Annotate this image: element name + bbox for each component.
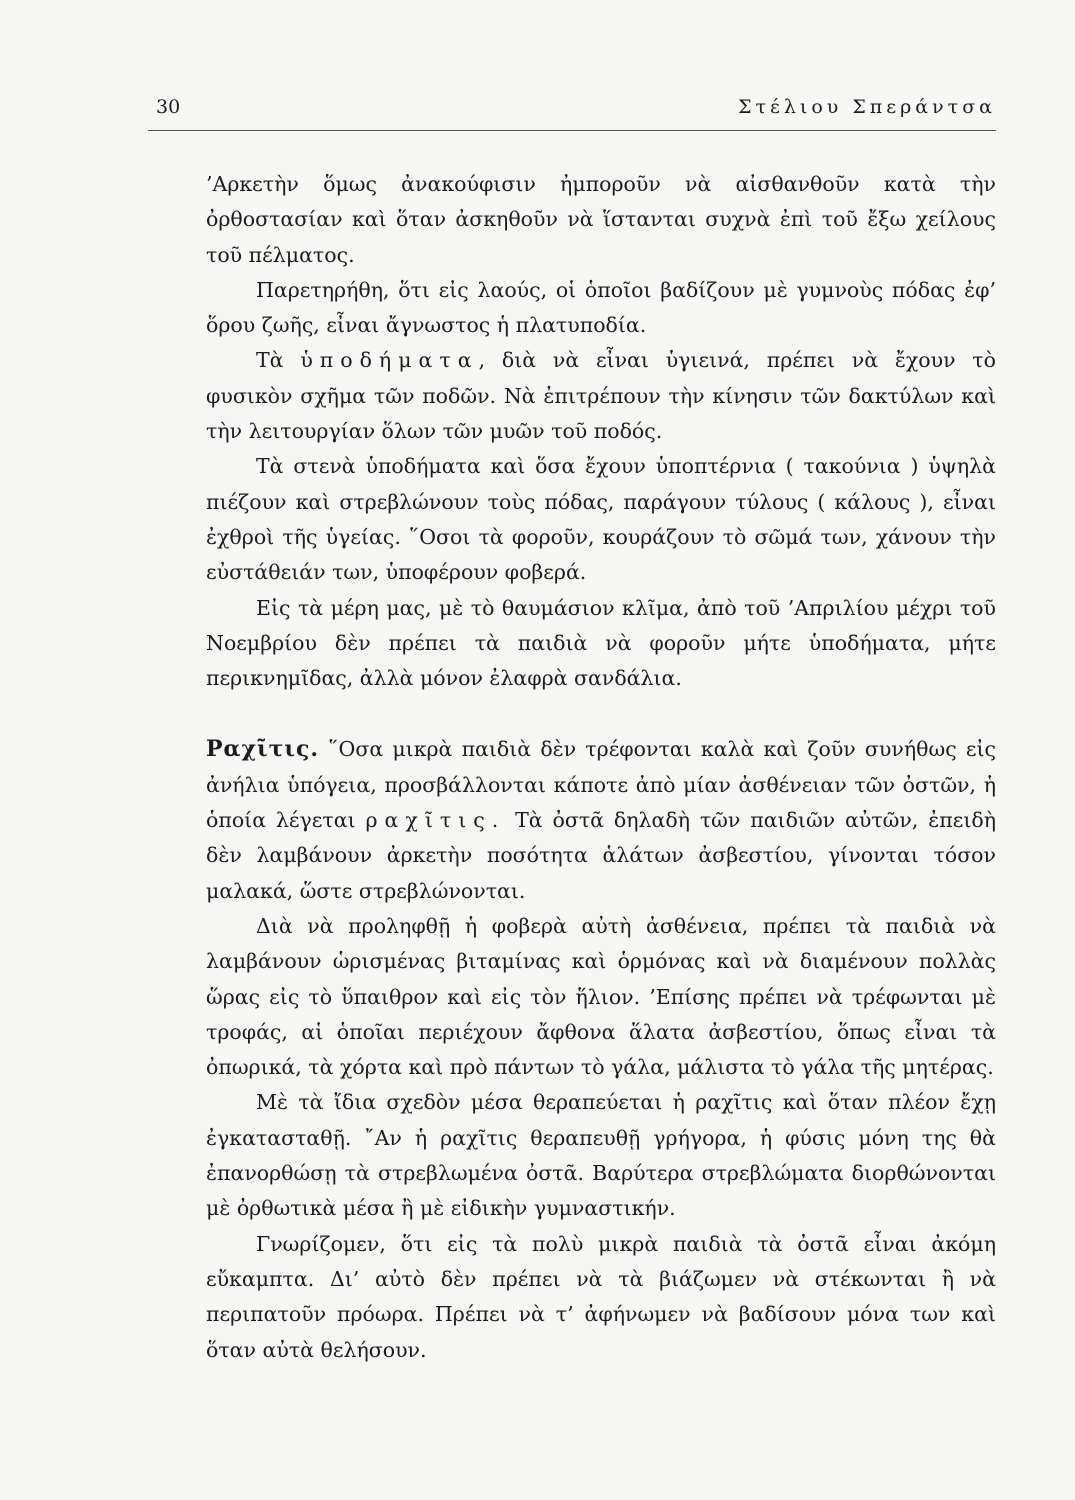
page-number: 30 — [156, 96, 181, 118]
section-gap — [206, 696, 996, 732]
shoes-term: ὑποδήματα — [300, 348, 479, 373]
paragraph-barefoot-peoples: Παρετηρήθη, ὅτι εἰς λαούς, οἱ ὁποῖοι βαδίζουν μὲ γυμνοὺς πόδας ἐφ’ ὅρου ζωῆς, εἶναι ἄγνωστος ἡ πλατυποδία. — [206, 277, 996, 338]
paragraph-shoes — [206, 343, 996, 449]
shoes-lead: Τὰ — [256, 348, 284, 373]
paragraph-soft-bones: Γνωρίζομεν, ὅτι εἰς τὰ πολὺ μικρὰ παιδιὰ τὰ ὀστᾶ εἶναι ἀκόμη εὔκαμπτα. Δι’ αὐτὸ δὲν πρέπει νὰ τὰ βιάζωμεν νὰ στέκωνται ἢ νὰ περιπατοῦν πρόωρα. Πρέπει νὰ τ’ ἀφήνωμεν νὰ βαδίσουν μόνα των καὶ ὅταν αὐτὰ θελήσουν. — [206, 1231, 996, 1362]
shoes-rest: , διὰ νὰ εἶναι ὑγιεινά, πρέπει νὰ ἔχουν τὸ φυσικὸν σχῆμα τῶν ποδῶν. Νὰ ἐπιτρέπουν τὴν κίνησιν τῶν δακτύλων καὶ τὴν λειτουργίαν ὅλων τῶν μυῶν τοῦ ποδός. — [206, 348, 996, 444]
paragraph-narrow-shoes: Τὰ στενὰ ὑποδήματα καὶ ὅσα ἔχουν ὑποπτέρνια ( τακούνια ) ὑψηλὰ πιέζουν καὶ στρεβλώνουν τοὺς πόδας, παράγουν τύλους ( κάλους ), εἶναι ἐχθροὶ τῆς ὑγείας. ῞Οσοι τὰ φοροῦν, κουράζουν τὸ σῶμά των, χάνουν τὴν εὐστάθειάν των, ὑποφέρουν φοβερά. — [206, 454, 996, 585]
page-header — [148, 96, 996, 131]
section-heading-rickets: Ραχῖτις. — [206, 736, 320, 763]
running-head: Στέλιου Σπεράντσα — [738, 96, 996, 118]
paragraph-relief: ’Αρκετὴν ὅμως ἀνακούφισιν ἠμποροῦν νὰ αἰσθανθοῦν κατὰ τὴν ὀρθοστασίαν καὶ ὅταν ἀσκηθοῦν νὰ ἵστανται συχνὰ ἐπὶ τοῦ ἔξω χείλους τοῦ πέλματος. — [206, 172, 996, 267]
rickets-lead: ῞Οσα μικρὰ παιδιὰ δὲν τρέφονται καλὰ καὶ ζοῦν συνήθως εἰς ἀνήλια ὑπόγεια, προσβάλλονται κάποτε ἀπὸ μίαν ἀσθένειαν τῶν ὀστῶν, ἡ ὁποία λέγεται — [206, 737, 996, 833]
rickets-rest: Τὰ ὀστᾶ δηλαδὴ τῶν παιδιῶν αὐτῶν, ἐπειδὴ δὲν λαμβάνουν ἀρκετὴν ποσότητα ἁλάτων ἀσβεστίου, γίνονται τόσον μαλακά, ὥστε στρεβλώνονται. — [206, 808, 996, 903]
paragraph-rickets — [206, 732, 996, 908]
rickets-term: ραχῖτις. — [365, 808, 506, 833]
paragraph-climate: Εἰς τὰ μέρη μας, μὲ τὸ θαυμάσιον κλῖμα, ἀπὸ τοῦ ’Απριλίου μέχρι τοῦ Νοεμβρίου δὲν πρέπει τὰ παιδιὰ νὰ φοροῦν μήτε ὑποδήματα, μήτε περικνημῖδας, ἀλλὰ μόνον ἐλαφρὰ σανδάλια. — [206, 595, 996, 691]
body-text — [206, 167, 996, 1368]
paragraph-prevention: Διὰ νὰ προληφθῇ ἡ φοβερὰ αὐτὴ ἀσθένεια, πρέπει τὰ παιδιὰ νὰ λαμβάνουν ὡρισμένας βιταμίνας καὶ ὁρμόνας καὶ νὰ διαμένουν πολλὰς ὥρας εἰς τὸ ὕπαιθρον καὶ εἰς τὸν ἥλιον. ’Επίσης πρέπει νὰ τρέφωνται μὲ τροφάς, αἱ ὁποῖαι περιέχουν ἄφθονα ἅλατα ἀσβεστίου, ὅπως εἶναι τὰ ὀπωρικά, τὰ χόρτα καὶ πρὸ πάντων τὸ γάλα, μάλιστα τὸ γάλα τῆς μητέρας. — [206, 913, 996, 1080]
paragraph-treatment: Μὲ τὰ ἴδια σχεδὸν μέσα θεραπεύεται ἡ ραχῖτις καὶ ὅταν πλέον ἔχῃ ἐγκατασταθῇ. ῎Αν ἡ ραχῖτις θεραπευθῇ γρήγορα, ἡ φύσις μόνη της θὰ ἐπανορθώσῃ τὰ στρεβλωμένα ὀστᾶ. Βαρύτερα στρεβλώματα διορθώνονται μὲ ὀρθωτικὰ μέσα ἢ μὲ εἰδικὴν γυμναστικήν. — [206, 1090, 996, 1221]
